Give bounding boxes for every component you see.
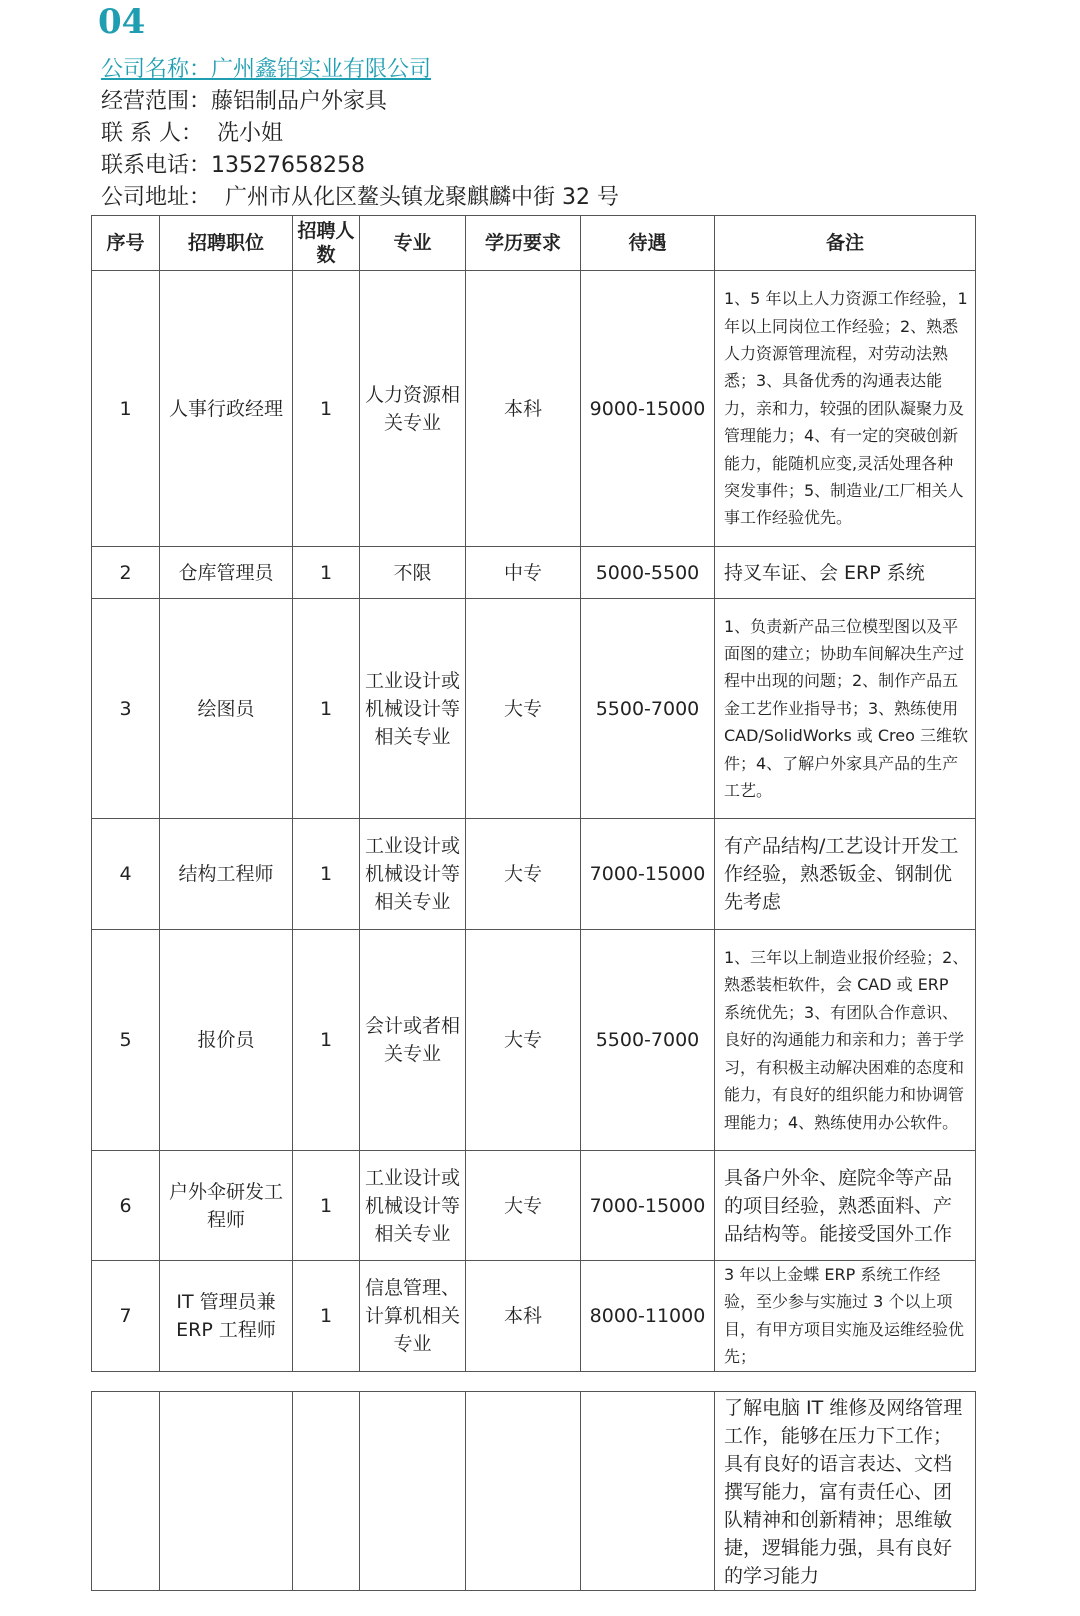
cell-major: 信息管理、计算机相关专业: [360, 1261, 466, 1372]
cell-salary: 5000-5500: [581, 547, 715, 599]
cell-no: 5: [92, 930, 160, 1151]
cell-education: 大专: [466, 819, 581, 930]
header-no: 序号: [92, 216, 160, 271]
cell-no: 7: [92, 1261, 160, 1372]
table-row: [92, 599, 976, 819]
cell-major: 人力资源相关专业: [360, 271, 466, 547]
cell-position: IT 管理员兼 ERP 工程师: [160, 1261, 293, 1372]
table-row: [92, 271, 976, 547]
cell-no: 1: [92, 271, 160, 547]
cell-salary: 5500-7000: [581, 599, 715, 819]
cell-count: 1: [293, 271, 360, 547]
cell-position: 户外伞研发工程师: [160, 1151, 293, 1261]
job-table-continuation: [91, 1391, 976, 1591]
header-notes: 备注: [715, 216, 976, 271]
cell-position: 仓库管理员: [160, 547, 293, 599]
header-count: 招聘人数: [293, 216, 360, 271]
cell-education: 大专: [466, 1151, 581, 1261]
cell-notes: 了解电脑 IT 维修及网络管理工作，能够在压力下工作；具有良好的语言表达、文档撰写能力，富有责任心、团队精神和创新精神；思维敏捷，逻辑能力强，具有良好的学习能力: [715, 1392, 976, 1591]
contact-phone: 联系电话：13527658258: [101, 153, 365, 178]
cell-position: 结构工程师: [160, 819, 293, 930]
header-position: 招聘职位: [160, 216, 293, 271]
table-row: [92, 1151, 976, 1261]
cell-count: 1: [293, 599, 360, 819]
cell-notes: 1、负责新产品三位模型图以及平面图的建立；协助车间解决生产过程中出现的问题；2、制作产品五金工艺作业指导书；3、熟练使用CAD/SolidWorks 或 Creo 三维软件；4、了解户外家具产品的生产工艺。: [715, 599, 976, 819]
table-row: [92, 930, 976, 1151]
cell-no: 3: [92, 599, 160, 819]
cell-salary: 7000-15000: [581, 1151, 715, 1261]
cell-count: 1: [293, 547, 360, 599]
header-salary: 待遇: [581, 216, 715, 271]
cell-notes: 有产品结构/工艺设计开发工作经验，熟悉钣金、钢制优先考虑: [715, 819, 976, 930]
company-address: 公司地址： 广州市从化区鳌头镇龙聚麒麟中街 32 号: [101, 185, 619, 210]
contact-person: 联 系 人： 冼小姐: [101, 121, 283, 146]
cell-education: 本科: [466, 1261, 581, 1372]
cell-salary: 5500-7000: [581, 930, 715, 1151]
cell-no: 4: [92, 819, 160, 930]
cell-major: 工业设计或机械设计等相关专业: [360, 819, 466, 930]
cell-major: 会计或者相关专业: [360, 930, 466, 1151]
table-header-row: [92, 216, 976, 271]
cell-empty: [581, 1392, 715, 1591]
cell-salary: 7000-15000: [581, 819, 715, 930]
cell-salary: 9000-15000: [581, 271, 715, 547]
table-row: [92, 1261, 976, 1372]
cell-empty: [466, 1392, 581, 1591]
cell-empty: [293, 1392, 360, 1591]
cell-count: 1: [293, 1261, 360, 1372]
table-row: [92, 1392, 976, 1591]
cell-notes: 1、5 年以上人力资源工作经验，1 年以上同岗位工作经验；2、熟悉人力资源管理流程，对劳动法熟悉；3、具备优秀的沟通表达能力，亲和力，较强的团队凝聚力及管理能力；4、有一定的突破创新能力，能随机应变,灵活处理各种突发事件；5、制造业/工厂相关人事工作经验优先。: [715, 271, 976, 547]
cell-count: 1: [293, 1151, 360, 1261]
cell-notes: 1、三年以上制造业报价经验；2、熟悉装柜软件，会 CAD 或 ERP 系统优先；3、有团队合作意识、良好的沟通能力和亲和力；善于学习，有积极主动解决困难的态度和能力，有良好的组织能力和协调管理能力；4、熟练使用办公软件。: [715, 930, 976, 1151]
cell-empty: [360, 1392, 466, 1591]
cell-position: 绘图员: [160, 599, 293, 819]
cell-empty: [160, 1392, 293, 1591]
section-number: 04: [98, 2, 146, 42]
table-row: [92, 819, 976, 930]
header-education: 学历要求: [466, 216, 581, 271]
cell-education: 中专: [466, 547, 581, 599]
cell-count: 1: [293, 819, 360, 930]
cell-position: 报价员: [160, 930, 293, 1151]
cell-notes: 3 年以上金蝶 ERP 系统工作经验，至少参与实施过 3 个以上项目，有甲方项目实施及运维经验优先；: [715, 1261, 976, 1372]
cell-empty: [92, 1392, 160, 1591]
job-table: [91, 215, 976, 1372]
company-info: [101, 54, 619, 214]
table-row: [92, 547, 976, 599]
cell-education: 大专: [466, 599, 581, 819]
cell-notes: 具备户外伞、庭院伞等产品的项目经验，熟悉面料、产品结构等。能接受国外工作: [715, 1151, 976, 1261]
cell-position: 人事行政经理: [160, 271, 293, 547]
cell-major: 工业设计或机械设计等相关专业: [360, 599, 466, 819]
company-name: 公司名称：广州鑫铂实业有限公司: [101, 57, 432, 82]
business-scope: 经营范围：藤铝制品户外家具: [101, 89, 388, 114]
cell-salary: 8000-11000: [581, 1261, 715, 1372]
cell-no: 2: [92, 547, 160, 599]
cell-notes: 持叉车证、会 ERP 系统: [715, 547, 976, 599]
cell-major: 工业设计或机械设计等相关专业: [360, 1151, 466, 1261]
cell-education: 本科: [466, 271, 581, 547]
cell-major: 不限: [360, 547, 466, 599]
header-major: 专业: [360, 216, 466, 271]
cell-no: 6: [92, 1151, 160, 1261]
cell-education: 大专: [466, 930, 581, 1151]
cell-count: 1: [293, 930, 360, 1151]
